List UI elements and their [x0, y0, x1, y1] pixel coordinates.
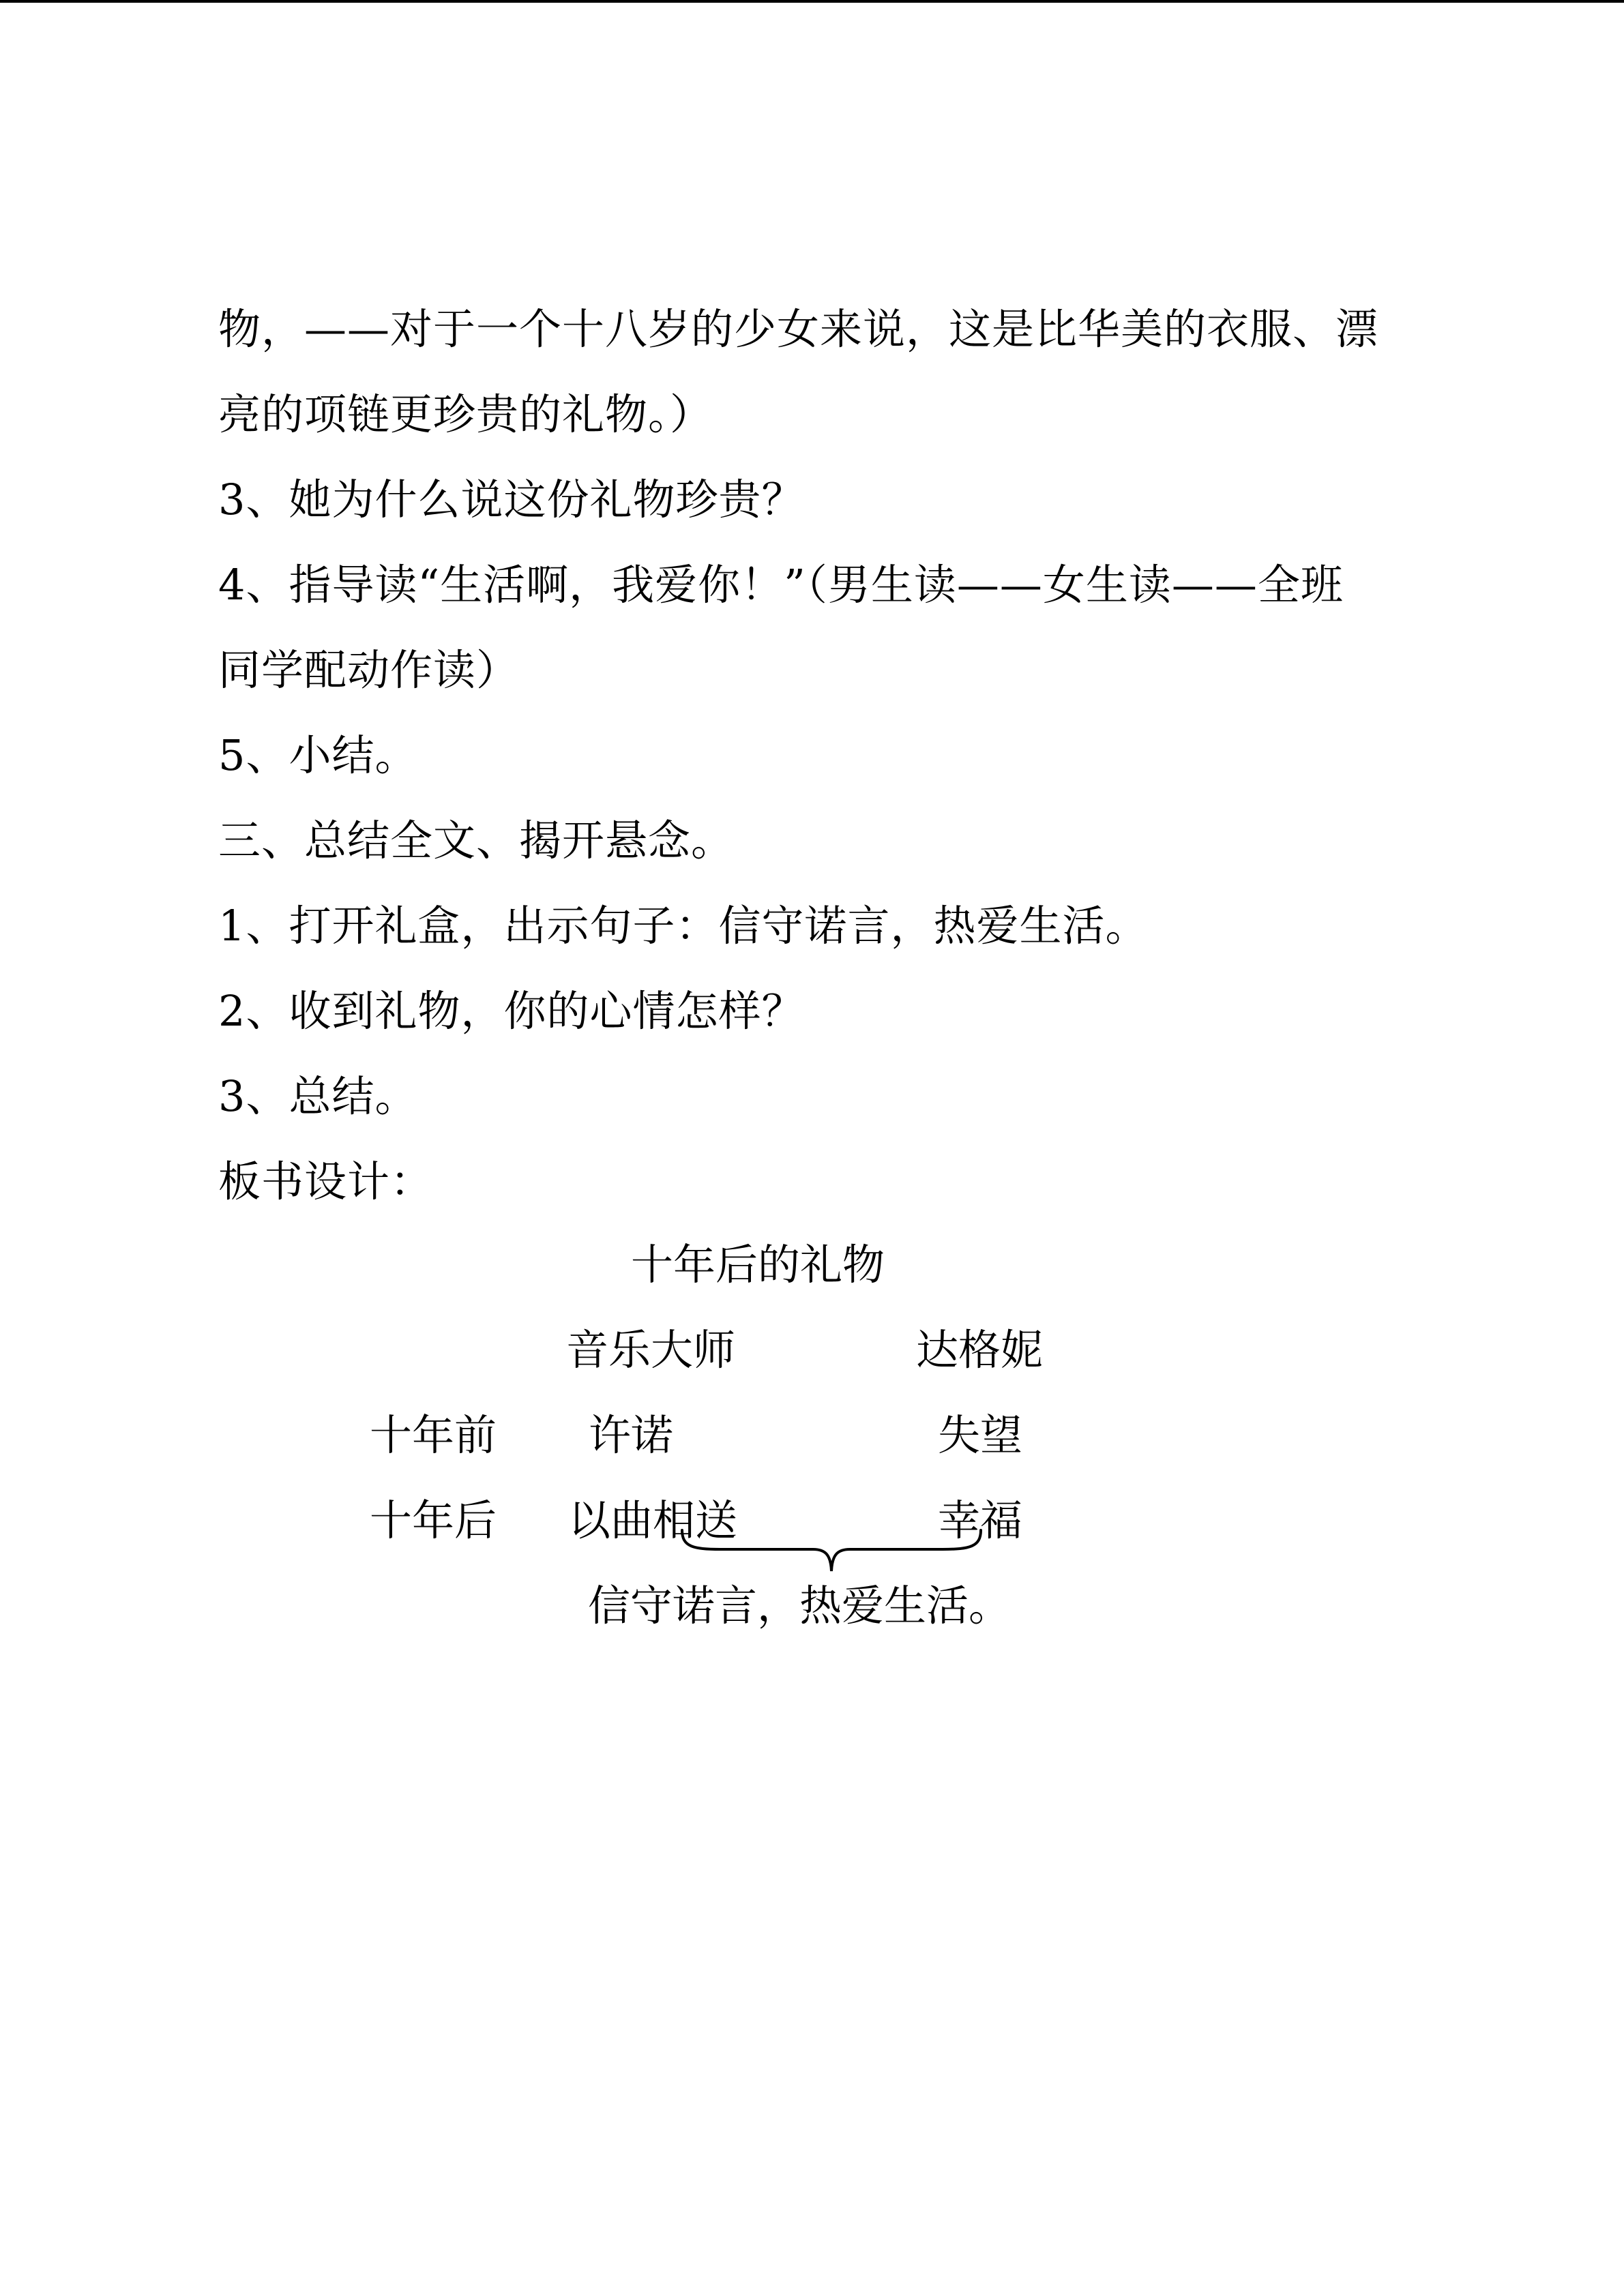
board-row-after-master: 以曲相送 [568, 1495, 738, 1545]
body-line-2: 亮的项链更珍贵的礼物。） [218, 389, 713, 439]
board-row-before-master: 许诺 [589, 1410, 674, 1460]
body-line-3: 3、她为什么说这份礼物珍贵？ [218, 475, 805, 524]
board-col-dagenie: 达格妮 [916, 1325, 1044, 1375]
board-row-before-label: 十年前 [370, 1410, 497, 1460]
board-design-heading: 板书设计： [218, 1157, 434, 1206]
board-conclusion: 信守诺言，热爱生活。 [588, 1581, 1012, 1630]
board-row-after-dagenie: 幸福 [938, 1495, 1023, 1545]
body-line-7: 三、总结全文、揭开悬念。 [218, 816, 735, 865]
board-row-after-label: 十年后 [370, 1495, 497, 1545]
body-line-1: 物，——对于一个十八岁的少女来说，这是比华美的衣服、漂 [218, 304, 1379, 354]
body-line-9: 2、收到礼物，你的心情怎样？ [218, 986, 805, 1036]
page-top-border [0, 0, 1624, 3]
body-line-8: 1、打开礼盒，出示句子：信守诺言，热爱生活。 [218, 901, 1149, 951]
body-line-5: 同学配动作读） [218, 645, 520, 695]
board-title: 十年后的礼物 [631, 1240, 885, 1289]
curly-brace-icon [679, 1527, 984, 1575]
board-col-master: 音乐大师 [566, 1325, 736, 1375]
body-line-10: 3、总结。 [218, 1071, 418, 1121]
body-line-4: 4、指导读“生活啊，我爱你！”（男生读——女生读——全班 [218, 560, 1344, 610]
body-line-6: 5、小结。 [218, 730, 418, 780]
board-row-before-dagenie: 失望 [938, 1410, 1023, 1460]
